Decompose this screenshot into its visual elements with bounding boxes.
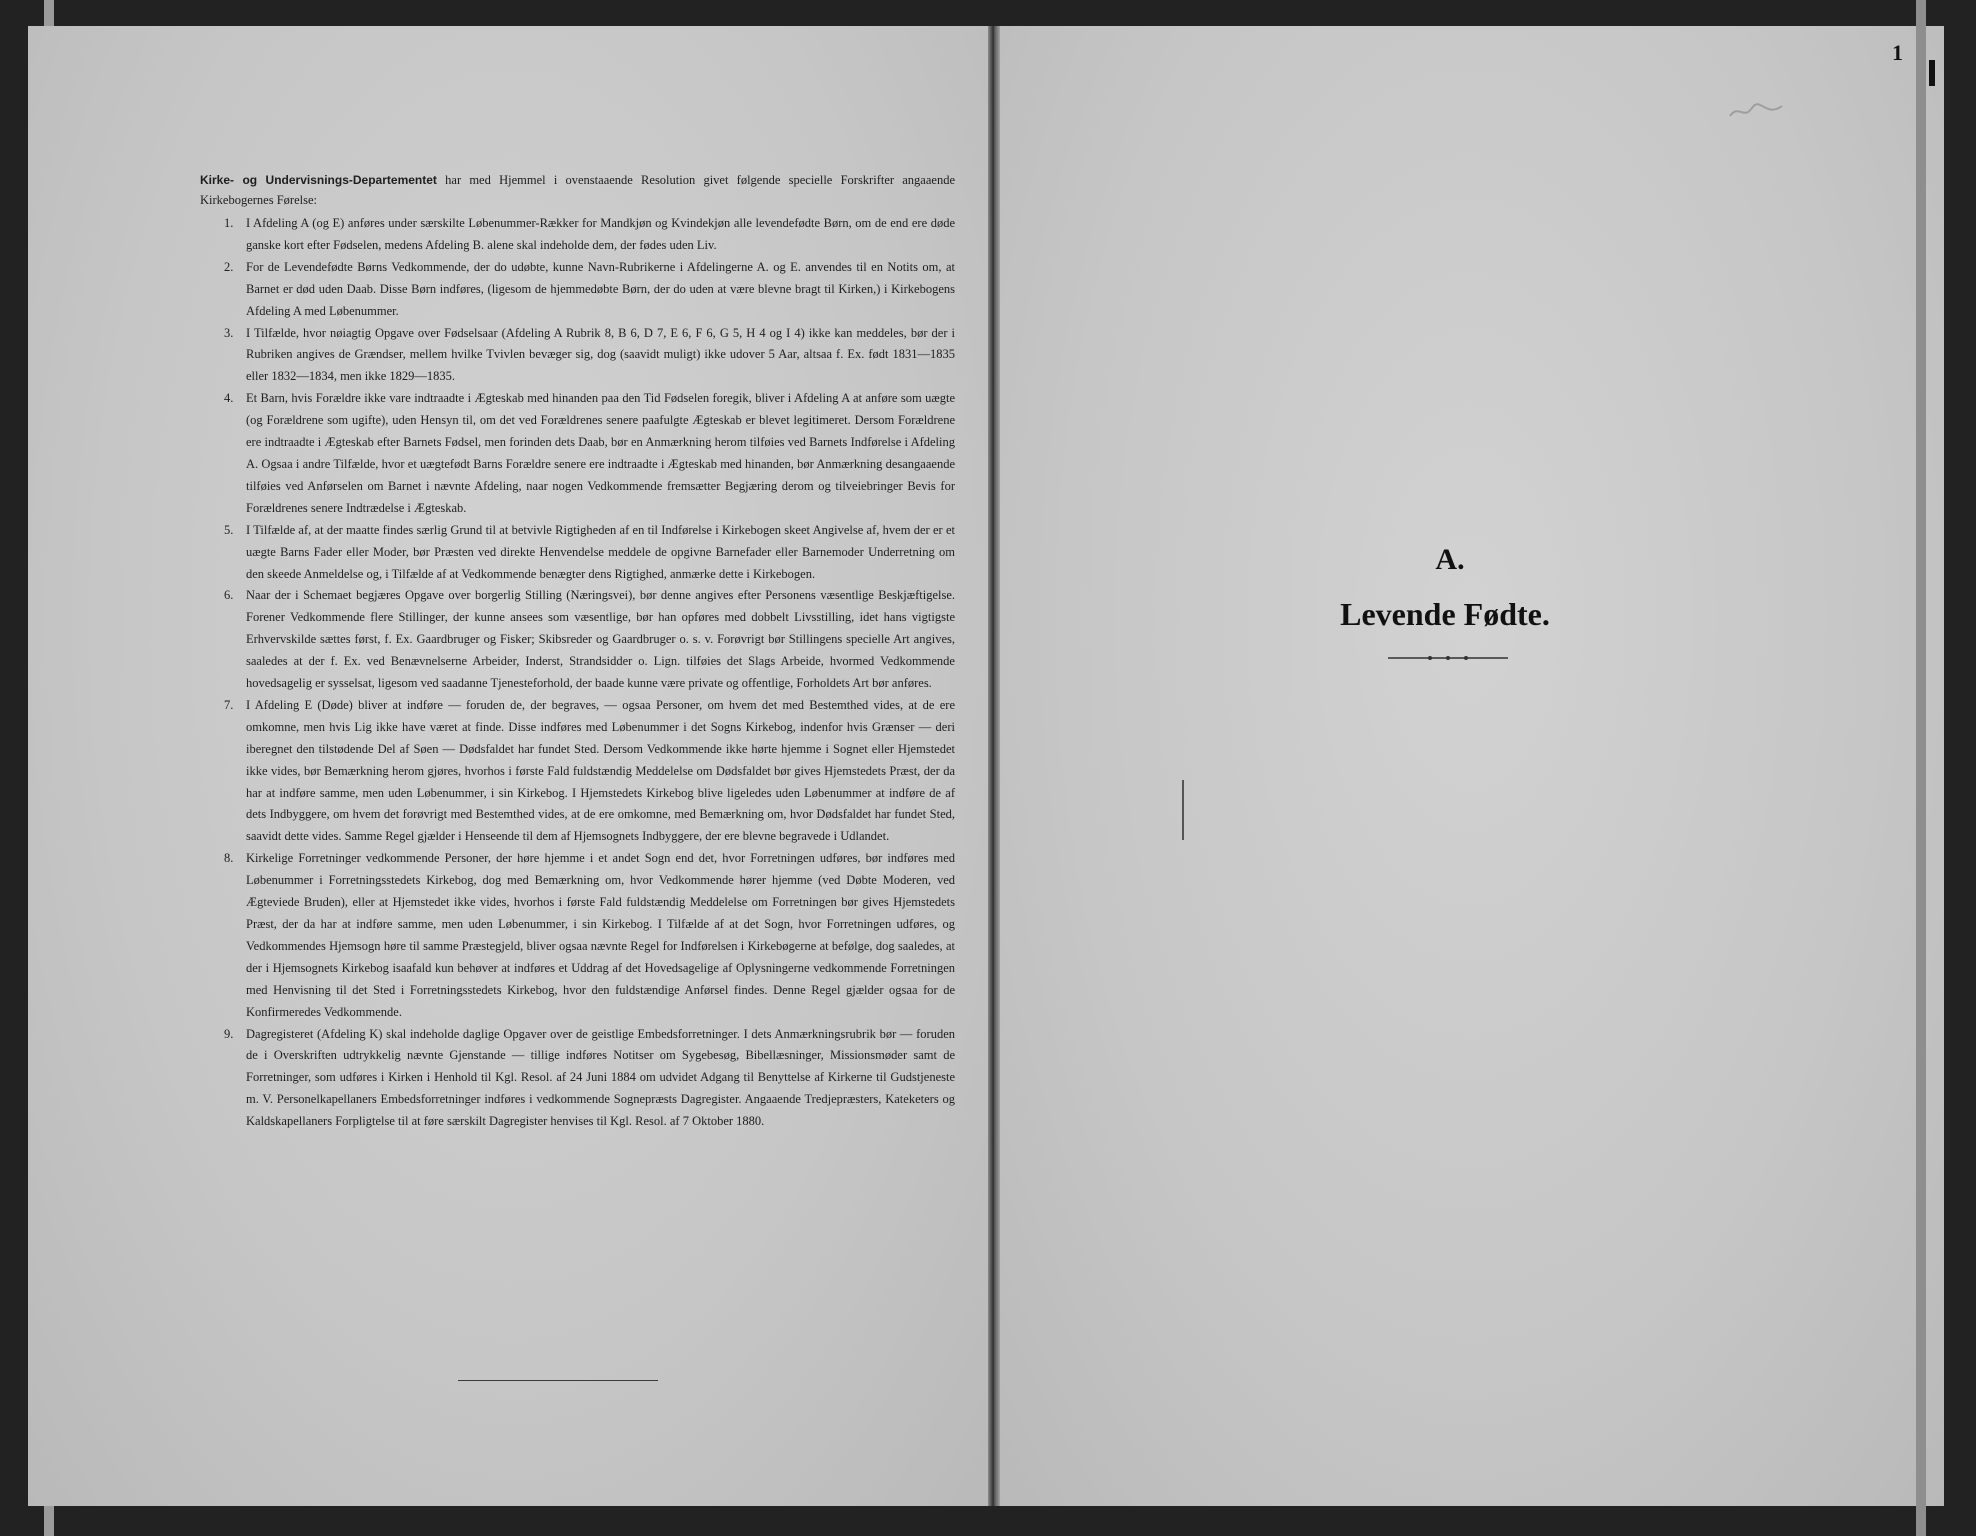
instruction-item: [200, 388, 955, 519]
right-page: [994, 26, 1944, 1506]
instruction-text: Dagregisteret (Afdeling K) skal indeholde daglige Opgaver over de geistlige Embedsforretninger. I dets Anmærkningsrubrik bør — foruden de i Overskriften udtrykkelig nævnte Gjenstande — tillige indføres Notitser om Sygebesøg, Bibellæsninger, Missionsmøder samt de Forretninger, som udføres i Kirken i Henhold til Kgl. Resol. af 24 Juni 1884 om udvidet Adgang til Benyttelse af Kirkerne til Gudstjeneste m. V. Personelkapellaners Embedsforretninger indføres i vedkommende Sognepræsts Dagregister. Angaaende Tredjepræsters, Kateketers og Kaldskapellaners Forpligtelse til at føre særskilt Dagregister henvises til Kgl. Resol. af 7 Oktober 1880.: [246, 1026, 955, 1129]
instruction-number: 5.: [224, 522, 234, 537]
instructions-intro: [200, 170, 955, 210]
instruction-number: 1.: [224, 216, 234, 230]
book-gutter: [988, 26, 1000, 1506]
instruction-text: Naar der i Schemaet begjæres Opgave over borgerlig Stilling (Næringsvei), bør denne angives efter Personens væsentlige Beskjæftigelse. Forener Vedkommende flere Stillinger, der kunne ansees som væsentlige, bør han opføres med dobbelt Livsstilling, idet hans vigtigste Erhvervskilde sættes først, f. Ex. Gaardbruger og Fisker; Skibsreder og Gaardbruger o. s. v. Forøvrigt bør Stillingens specielle Art angives, saaledes at der f. Ex. ved Benævnelserne Arbeider, Inderst, Strandsidder o. Lign. tilføies det Slags Arbeide, hvormed Vedkommende hovedsagelig er sysselsat, ligesom ved saadanne Tjenesteforhold, der baade kunne være private og offentlige, Forholdets Art bør anføres.: [246, 588, 955, 691]
department-name: Kirke- og Undervisnings-Departementet: [200, 173, 437, 187]
instruction-number: 4.: [224, 391, 234, 406]
instruction-item: [200, 257, 955, 323]
edge-tab: [1929, 60, 1935, 86]
instruction-number: 6.: [224, 588, 234, 603]
instruction-list: [200, 213, 955, 1133]
intro-text: har med Hjemmel i ovenstaaende Resolution givet følgende specielle Forskrifter angaaende Kirkebogernes Førelse:: [200, 173, 955, 207]
instruction-item: [200, 213, 955, 257]
instruction-item: [200, 520, 955, 586]
margin-mark: [1182, 780, 1184, 840]
instruction-item: [200, 585, 955, 695]
instruction-number: 2.: [224, 259, 234, 274]
instruction-item: [200, 848, 955, 1023]
closing-rule: [458, 1380, 658, 1381]
instruction-text: Et Barn, hvis Forældre ikke vare indtraadte i Ægteskab med hinanden paa den Tid Fødselen foregik, bliver i Afdeling A at anføre som uægte (og Forældrene som ugifte), uden Hensyn til, om det ved Forældrenes senere paafulgte Ægteskab er blevet legitimeret. Dersom Forældrene ere indtraadte i Ægteskab efter Barnets Fødsel, men forinden dets Daab, bør en Anmærkning herom tilføies ved Barnets Indførelse i Afdeling A. Ogsaa i andre Tilfælde, hvor et uægtefødt Barns Forældre senere ere indtraadte i Ægteskab med hinanden, bør Anmærkning desangaaende tilføies ved Anførselen om Barnet i nævnte Afdeling, naar nogen Vedkommende fremsætter Begjæring derom og tilveiebringer Bevis for Forældrenes senere Indtrædelse i Ægteskab.: [246, 391, 955, 515]
instruction-text: I Afdeling A (og E) anføres under særskilte Løbenummer-Rækker for Mandkjøn og Kvindekjøn alle levendefødte Børn, om de end ere døde ganske kort efter Fødselen, medens Afdeling B. alene skal indeholde dem, der fødes uden Liv.: [246, 216, 955, 252]
page-number: 1: [1892, 40, 1903, 65]
instruction-text: I Afdeling E (Døde) bliver at indføre — foruden de, der begraves, — ogsaa Personer, om hvem det med Bestemthed vides, at de ere omkomne, men hvis Lig ikke have været at finde. Disse indføres med Løbenummer i det Sogns Kirkebog, indenfor hvis Grænser — deri iberegnet den tilstødende Del af Søen — Dødsfaldet har fundet Sted. Dersom Vedkommende ikke hørte hjemme i Sognet eller Hjemstedet ikke vides, bør Bemærkning herom gjøres, hvorhos i første Fald fuldstændig Meddelelse om Dødsfaldet bør gives Hjemstedets Præst, der da har at indføre samme, men uden Løbenummer, i sin Kirkebog. I Hjemstedets Kirkebog blive ligeledes uden Løbenummer at indføre de af dets Indbyggere, om hvem det forøvrigt med Bestemthed vides, at de ere omkomne, med Bemærkning om, hvor Dødsfaldet har fundet Sted, saavidt dette vides. Samme Regel gjælder i Henseende til dem af Hjemsognets Indbyggere, der ere blevne begravede i Udlandet.: [246, 697, 955, 844]
instruction-item: [200, 323, 955, 389]
instruction-number: 8.: [224, 851, 234, 866]
right-book-edge: [1916, 0, 1926, 1536]
instruction-item: [200, 695, 955, 848]
section-letter: A.: [1435, 543, 1465, 576]
instruction-number: 7.: [224, 697, 234, 712]
instruction-item: [200, 1024, 955, 1134]
instruction-text: Kirkelige Forretninger vedkommende Personer, der høre hjemme i et andet Sogn end det, hvor Forretningen udføres, bør indføres med Løbenummer i Forretningsstedets Kirkebog, dog med Bemærkning om, hvor Vedkommende hører hjemme (ved Døbte Moderen, ved Ægteviede Bruden), eller at Hjemstedet ikke vides, hvorhos i første Fald fuldstændig Meddelelse om Forretningen bør gives Hjemstedets Præst, der da har at indføre samme, men uden Løbenummer, i sin Kirkebog. I Tilfælde af at det Sogn, hvor Forretningen udføres, og Vedkommendes Hjemsogn høre til samme Præstegjeld, bliver ogsaa nævnte Regel for Indførelsen i Kirkebøgerne at befølge, dog saaledes, at der i Hjemsognets Kirkebog isaafald kun behøver at indføres et Uddrag af det Hovedsagelige af Oplysningerne vedkommende Forretningen med Henvisning til det Sted i Forretningsstedets Kirkebog, hvor den fuldstændige Anførsel findes. Denne Regel gjælder ogsaa for de Konfirmeredes Vedkommende.: [246, 851, 955, 1019]
section-title: Levende Fødte.: [1340, 596, 1550, 632]
instruction-number: 9.: [224, 1026, 234, 1041]
instruction-number: 3.: [224, 325, 234, 340]
instruction-text: For de Levendefødte Børns Vedkommende, der do udøbte, kunne Navn-Rubrikerne i Afdelingerne A. og E. anvendes til en Notits om, at Barnet er død uden Daab. Disse Børn indføres, (ligesom de hjemmedøbte Børn, der do uden at være blevne bragt til Kirken,) i Kirkebogens Afdeling A med Løbenummer.: [246, 259, 955, 318]
ornament-divider: [1388, 654, 1508, 662]
pencil-mark: [1726, 100, 1786, 122]
instruction-text: I Tilfælde, hvor nøiagtig Opgave over Fødselsaar (Afdeling A Rubrik 8, B 6, D 7, E 6, F 6, G 5, H 4 og I 4) ikke kan meddeles, bør der i Rubriken angives de Grændser, mellem hvilke Tvivlen bevæger sig, dog (saavidt muligt) ikke udover 5 Aar, altsaa f. Ex. født 1831—1835 eller 1832—1834, men ikke 1829—1835.: [246, 325, 955, 384]
instruction-text: I Tilfælde af, at der maatte findes særlig Grund til at betvivle Rigtigheden af en til Indførelse i Kirkebogen skeet Angivelse af, hvem der er et uægte Barns Fader eller Moder, bør Præsten ved direkte Henvendelse meddele de opgivne Barnefader eller Barnemoder Underretning om den skeede Anmeldelse og, i Tilfælde af at Vedkommende benægter dens Rigtighed, anmærke dette i Kirkebogen.: [246, 522, 955, 581]
